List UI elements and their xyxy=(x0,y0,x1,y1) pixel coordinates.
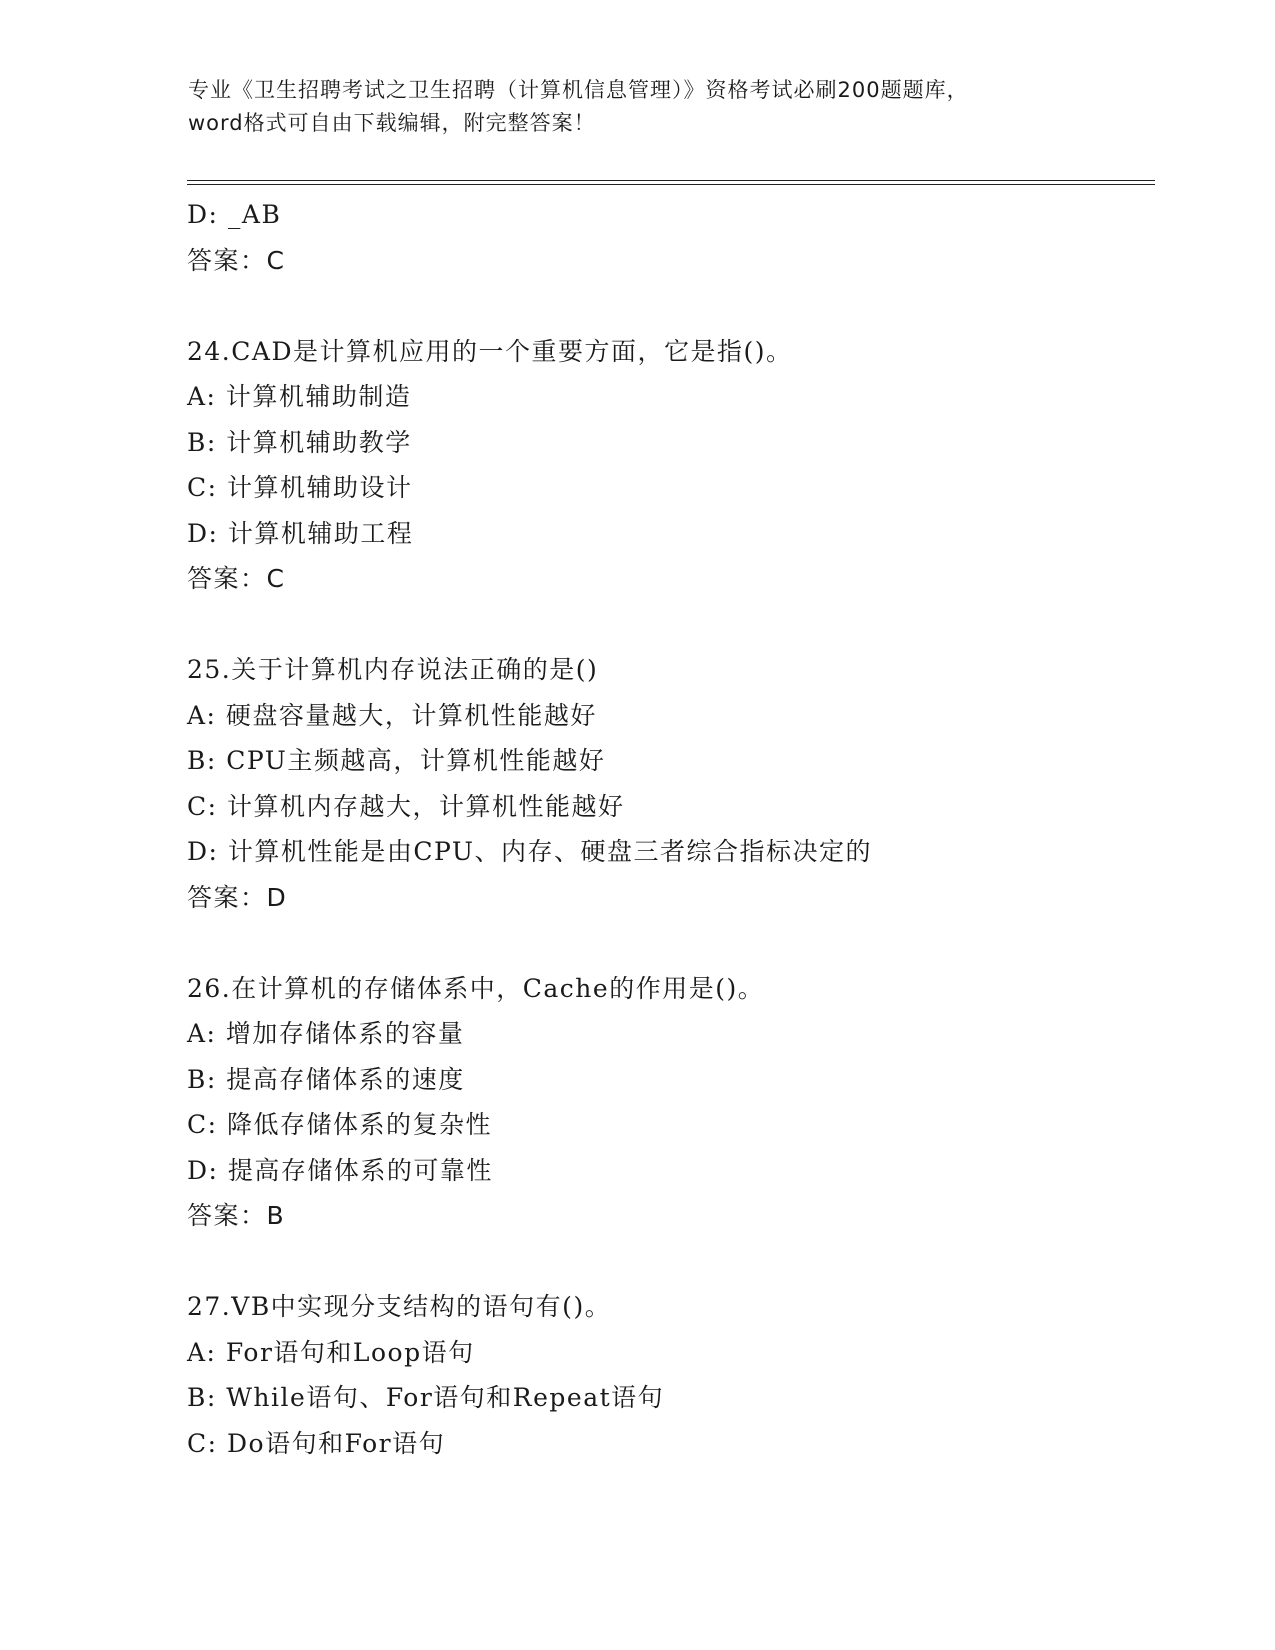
option-b: B: CPU主频越高，计算机性能越好 xyxy=(187,746,606,775)
answer-line: 答案：C xyxy=(187,564,286,593)
option-a: A: 增加存储体系的容量 xyxy=(187,1019,465,1048)
header-rule-bottom xyxy=(187,184,1155,185)
question-26 xyxy=(187,966,1147,1239)
option-d: D: _AB xyxy=(187,200,282,229)
question-stem: 26.在计算机的存储体系中，Cache的作用是()。 xyxy=(187,973,765,1003)
header-title-line-2: word格式可自由下载编辑，附完整答案！ xyxy=(188,111,596,135)
option-a: A: 计算机辅助制造 xyxy=(187,382,412,411)
spacer xyxy=(187,283,1147,329)
option-b: B: While语句、For语句和Repeat语句 xyxy=(187,1383,665,1412)
option-d: D: 提高存储体系的可靠性 xyxy=(187,1155,493,1185)
option-c: C: 计算机辅助设计 xyxy=(187,473,413,502)
option-c: C: Do语句和For语句 xyxy=(187,1428,446,1458)
option-b: B: 计算机辅助教学 xyxy=(187,427,412,457)
spacer xyxy=(187,920,1147,966)
answer-line: 答案：C xyxy=(187,245,286,275)
answer-line: 答案：B xyxy=(187,1201,286,1230)
option-c: C: 计算机内存越大，计算机性能越好 xyxy=(187,791,625,821)
header-title-line-1: 专业《卫生招聘考试之卫生招聘（计算机信息管理）》资格考试必刷200题题库， xyxy=(188,78,969,102)
option-d: D: 计算机辅助工程 xyxy=(187,518,414,548)
question-24 xyxy=(187,329,1147,602)
option-b: B: 提高存储体系的速度 xyxy=(187,1064,465,1094)
option-d: D: 计算机性能是由CPU、内存、硬盘三者综合指标决定的 xyxy=(187,837,872,866)
header-rule-top xyxy=(187,180,1155,181)
option-a: A: 硬盘容量越大，计算机性能越好 xyxy=(187,700,597,730)
question-stem: 25.关于计算机内存说法正确的是() xyxy=(187,655,599,684)
question-stem: 27.VB中实现分支结构的语句有()。 xyxy=(187,1292,612,1321)
spacer xyxy=(187,1239,1147,1285)
question-27 xyxy=(187,1284,1147,1466)
option-c: C: 降低存储体系的复杂性 xyxy=(187,1110,492,1139)
question-25 xyxy=(187,647,1147,920)
question-stem: 24.CAD是计算机应用的一个重要方面，它是指()。 xyxy=(187,336,793,366)
option-a: A: For语句和Loop语句 xyxy=(187,1337,475,1367)
answer-line: 答案：D xyxy=(187,882,288,912)
spacer xyxy=(187,602,1147,648)
previous-question-tail xyxy=(187,192,1147,283)
document-header xyxy=(188,74,1088,140)
question-list xyxy=(187,192,1147,1466)
